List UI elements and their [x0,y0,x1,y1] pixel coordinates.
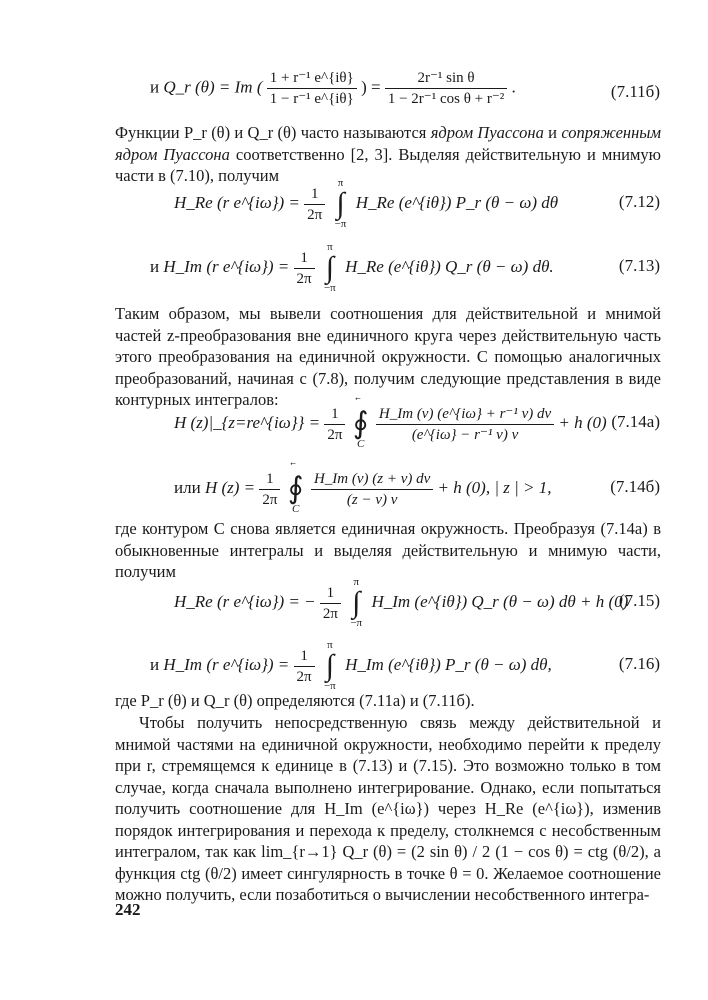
contour-integral-symbol: ∮ [287,472,304,505]
integrand: H_Re (e^{iθ}) P_r (θ − ω) dθ [355,192,559,212]
contour-integral-sign [285,463,307,515]
equation-number: (7.11б) [610,82,660,101]
equation-7-14b [150,463,660,515]
equation-number: (7.12) [618,192,660,211]
fraction-numerator: 1 [324,404,345,425]
eq-tail: + h (0), | z | > 1, [437,477,552,497]
integrand: H_Im (e^{iθ}) P_r (θ − ω) dθ, [345,654,552,674]
fraction [304,184,325,225]
eq-prefix: и [150,654,160,674]
integral-upper-limit: π [337,177,344,189]
page-number: 242 [115,900,141,919]
fraction-numerator: 1 [294,646,315,667]
eq-prefix: и [150,256,160,276]
integral-symbol: ∫ [325,649,334,682]
integral-sign [319,640,341,692]
paragraph-text: Чтобы получить непосредственную связь между действительной и мнимой частями на единичной окружности, необходимо перейти к пределу при r, стремящемся к единице в (7.13) и (7.15). Это возможно только в том случае, когда сначала выполнено интегрирование. Однако, если попытаться получить соотношение для H_Im (e^{iω}) через H_Re (e^{iω}), изменив порядок интегрирования и перехода к пределу, столкнемся с несобственным интегралом, так как lim_{r→1} Q_r (θ) = (2 sin θ) / 2 (1 − cos θ) = ctg (θ/2), а функция ctg (θ/2) имеет сингулярность в точке θ = 0. Желаемое соотношение можно получить, если позаботиться о вычислении несобственного интегра- [115,713,661,904]
eq-lhs: H_Im (r e^{iω}) = [163,256,290,276]
eq-lhs: H_Re (r e^{iω}) = − [174,591,316,611]
integral-upper-limit: π [327,241,333,253]
integral-symbol: ∫ [325,251,334,284]
term-conjugate-poisson-kernel: сопряженным ядром Пуассона [115,123,661,164]
integrand: H_Im (e^{iθ}) Q_r (θ − ω) dθ + h (0) [371,591,629,611]
fraction [385,68,507,109]
eq-lhs: H (z)|_{z=re^{iω}} = [174,412,321,432]
equation-body [150,242,554,294]
equation-7-14a [150,398,660,450]
paragraph-text: и [548,123,558,142]
integral-symbol: ∫ [352,586,361,619]
fraction [324,404,345,445]
eq-lhs: H_Im (r e^{iω}) = [163,654,290,674]
equation-7-12 [150,178,660,230]
equation-7-13 [150,242,660,294]
equation-body [174,577,628,629]
integral-lower-limit: −π [323,282,336,294]
eq-lhs: Q_r (θ) = Im ( [163,77,263,97]
fraction [311,469,433,510]
fraction-denominator: 1 − 2r⁻¹ cos θ + r⁻² [387,91,505,107]
fraction [294,248,315,289]
paragraph-derivation [115,303,661,411]
eq-mid: ) = [361,77,381,97]
integral-lower-limit: −π [323,680,336,692]
fraction-numerator: 2r⁻¹ sin θ [385,68,507,89]
fraction-numerator: 1 [294,248,315,269]
fraction-denominator: 2π [296,270,312,287]
equation-7-16 [150,640,660,692]
integral-sign [319,242,341,294]
equation-number: (7.14a) [611,412,660,431]
paragraph-limit [115,712,661,906]
equation-body [150,68,516,109]
equation-number: (7.14б) [610,477,660,496]
equation-7-11b [150,68,660,120]
eq-lhs: H_Re (r e^{iω}) = [174,192,300,212]
eq-tail: + h (0) [558,412,607,432]
paragraph-contour [115,518,661,583]
equation-number: (7.15) [618,591,660,610]
equation-number: (7.13) [618,256,660,275]
contour-label: C [356,438,365,450]
equation-body [174,398,607,450]
fraction-denominator: 2π [262,491,278,508]
equation-number: (7.16) [618,654,660,673]
fraction-denominator: 1 − r⁻¹ e^{iθ} [269,91,354,107]
integral-symbol: ∫ [336,187,345,220]
integral-sign [345,577,367,629]
equation-body [174,463,552,515]
fraction-numerator: 1 [320,583,341,604]
paragraph-text: где P_r (θ) и Q_r (θ) определяются (7.11a) и (7.11б). [115,691,475,710]
fraction-numerator: 1 [304,184,325,205]
equation-7-15 [150,577,660,629]
fraction-numerator: H_Im (v) (z + v) dv [311,469,433,490]
term-poisson-kernel: ядром Пуассона [430,123,544,142]
fraction-denominator: (e^{iω} − r⁻¹ v) v [411,426,519,443]
integral-sign [329,178,351,230]
integral-lower-limit: −π [350,617,363,629]
integral-lower-limit: −π [334,218,347,230]
fraction [267,68,357,109]
equation-body [174,178,558,230]
eq-tail: . [511,77,516,97]
fraction-denominator: 2π [322,605,338,622]
eq-lhs: H (z) = [204,477,256,497]
fraction-numerator: 1 + r⁻¹ e^{iθ} [267,68,357,89]
fraction-numerator: H_Im (v) (e^{iω} + r⁻¹ v) dv [376,404,554,425]
paragraph-poisson-kernel [115,122,661,187]
paragraph-text: соответственно [2, 3]. Выделяя действительную и мнимую части в (7.10), получим [115,144,661,185]
paragraph-definitions [115,690,661,712]
integral-upper-limit: π [327,639,333,651]
eq-prefix: или [174,477,201,497]
equation-body [150,640,552,692]
paragraph-text: Таким образом, мы вывели соотношения для действительной и мнимой частей z-преобразования вне единичного круга через действительную часть этого преобразования на единичной окружности. С помощью аналогичных преобразований, начиная с (7.8), получим следующие представления в виде контурных интегралов: [115,304,661,409]
fraction [259,469,280,510]
integral-upper-limit: π [353,576,359,588]
eq-prefix: и [150,77,160,97]
contour-integral-symbol: ∮ [352,407,369,440]
fraction-numerator: 1 [259,469,280,490]
integrand: H_Re (e^{iθ}) Q_r (θ − ω) dθ. [345,256,554,276]
contour-label: C [292,503,300,515]
fraction-denominator: 2π [327,426,343,443]
paragraph-text: где контуром C снова является единичная окружность. Преобразуя (7.14a) в обыкновенные интегралы и выделяя действительную и мнимую части, получим [115,519,661,581]
paragraph-text: Функции P_r (θ) и Q_r (θ) часто называются [115,123,427,142]
fraction [294,646,315,687]
contour-integral-sign [350,398,372,450]
fraction [320,583,341,624]
fraction [376,404,554,445]
fraction-denominator: 2π [307,206,323,223]
fraction-denominator: 2π [296,668,312,685]
fraction-denominator: (z − v) v [346,491,398,508]
